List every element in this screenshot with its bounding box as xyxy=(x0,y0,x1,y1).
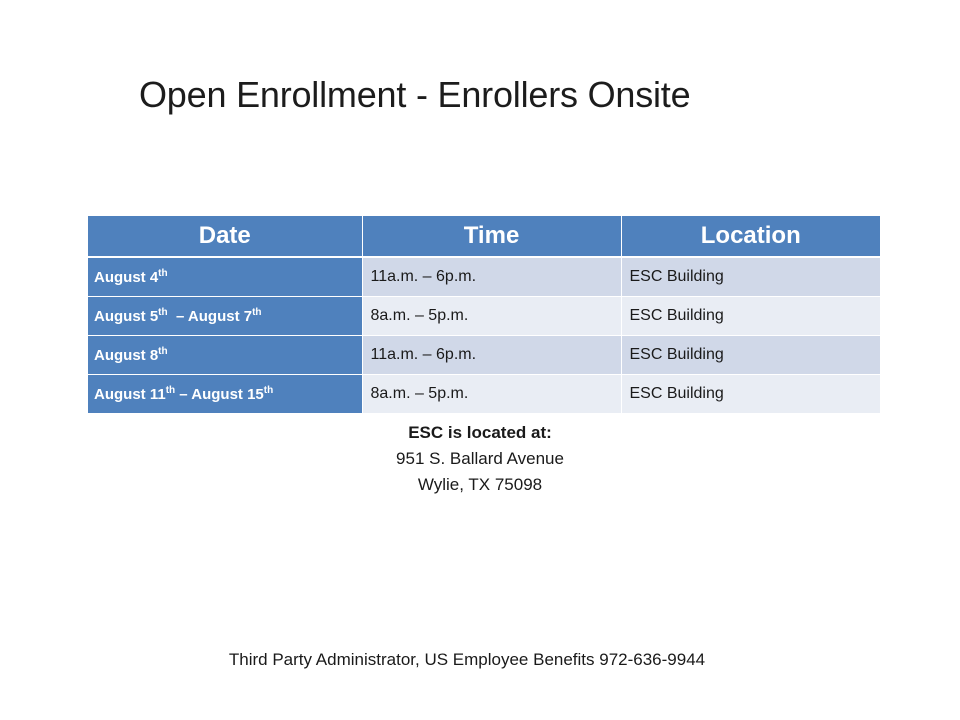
date-start-ordinal: th xyxy=(158,267,168,279)
time-cell: 8a.m. – 5p.m. xyxy=(362,297,621,336)
column-header-date: Date xyxy=(88,216,362,257)
date-start: August 5 xyxy=(94,307,159,325)
date-end-ordinal: th xyxy=(263,384,274,396)
date-start-ordinal: th xyxy=(158,345,168,357)
date-start: August 4 xyxy=(94,268,159,286)
enrollment-schedule-table xyxy=(88,216,880,414)
table-header-row xyxy=(88,216,880,257)
location-cell: ESC Building xyxy=(621,257,880,297)
time-cell: 11a.m. – 6p.m. xyxy=(362,257,621,297)
date-cell xyxy=(88,257,362,297)
date-end: August 15 xyxy=(191,385,264,403)
table-row xyxy=(88,297,880,336)
address-street: 951 S. Ballard Avenue xyxy=(396,449,564,468)
time-cell: 11a.m. – 6p.m. xyxy=(362,336,621,375)
location-cell: ESC Building xyxy=(621,375,880,414)
table-row xyxy=(88,336,880,375)
location-cell: ESC Building xyxy=(621,297,880,336)
date-start-ordinal: th xyxy=(158,306,168,318)
page-title: Open Enrollment - Enrollers Onsite xyxy=(139,74,691,115)
date-end: August 7 xyxy=(187,307,253,325)
date-cell xyxy=(88,336,362,375)
address-city: Wylie, TX 75098 xyxy=(417,475,543,494)
date-cell xyxy=(88,297,362,336)
date-separator: – xyxy=(167,307,188,325)
date-start: August 8 xyxy=(94,346,159,364)
address-heading: ESC is located at: xyxy=(408,423,552,442)
column-header-time: Time xyxy=(362,216,621,257)
date-start-ordinal: th xyxy=(165,384,176,396)
location-address xyxy=(0,420,960,498)
date-separator: – xyxy=(175,385,192,403)
table-row xyxy=(88,375,880,414)
location-cell: ESC Building xyxy=(621,336,880,375)
table-row xyxy=(88,257,880,297)
time-cell: 8a.m. – 5p.m. xyxy=(362,375,621,414)
date-end-ordinal: th xyxy=(252,306,262,318)
date-cell xyxy=(88,375,362,414)
column-header-location: Location xyxy=(621,216,880,257)
date-start: August 11 xyxy=(94,385,166,403)
administrator-contact: Third Party Administrator, US Employee Benefits 972-636-9944 xyxy=(228,650,706,669)
